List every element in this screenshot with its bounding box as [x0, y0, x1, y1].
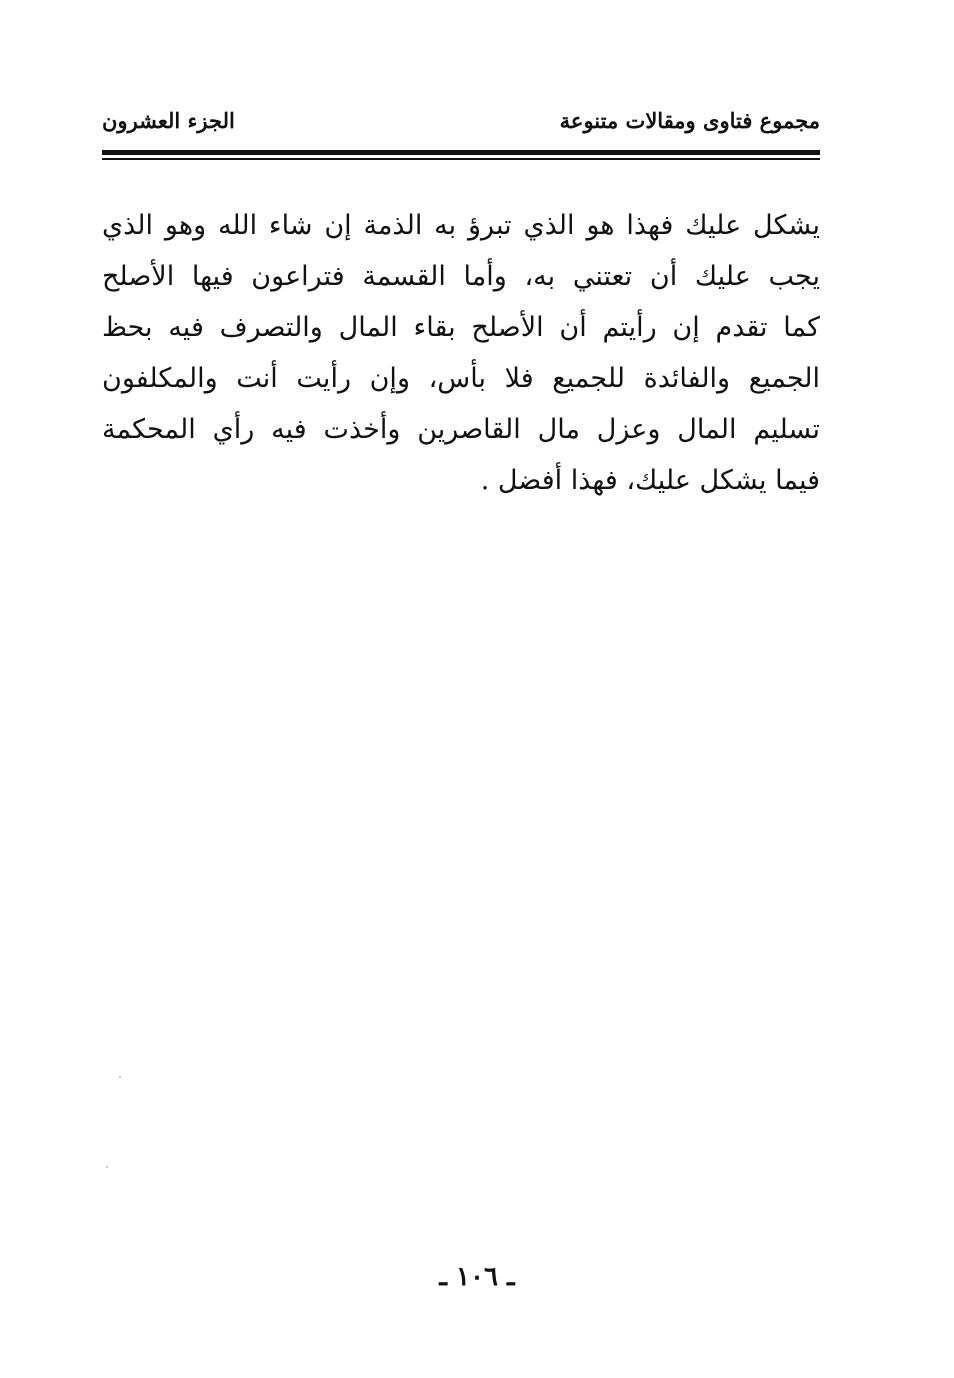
text-line: كما تقدم إن رأيتم أن الأصلح بقاء المال والتصرف فيه بحظ	[102, 312, 820, 343]
body-paragraph	[102, 200, 820, 506]
text-line: يشكل عليك فهذا هو الذي تبرؤ به الذمة إن شاء الله وهو الذي	[102, 210, 820, 241]
text-line: الجميع والفائدة للجميع فلا بأس، وإن رأيت أنت والمكلفون	[102, 363, 820, 394]
page-number: ـ ١٠٦ ـ	[439, 1262, 515, 1292]
scan-speck	[119, 1076, 121, 1078]
book-title: مجموع فتاوى ومقالات متنوعة	[559, 108, 820, 133]
header-rule-thick	[102, 150, 820, 155]
text-line: فيما يشكل عليك، فهذا أفضل .	[480, 465, 820, 496]
scan-speck	[106, 1166, 108, 1168]
text-line: يجب عليك أن تعتني به، وأما القسمة فتراعون فيها الأصلح	[102, 261, 820, 292]
volume-label: الجزء العشرون	[102, 108, 235, 133]
header-rule-thin	[102, 158, 820, 160]
running-header	[102, 108, 820, 148]
text-line: تسليم المال وعزل مال القاصرين وأخذت فيه رأي المحكمة	[102, 414, 820, 445]
